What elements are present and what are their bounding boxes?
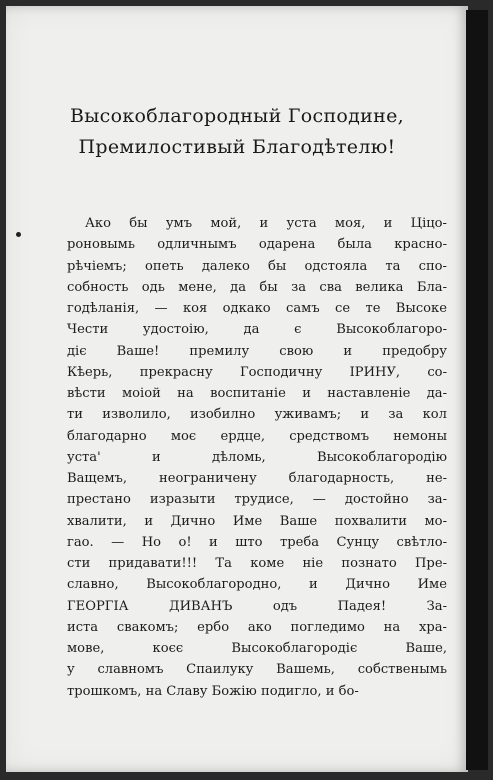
body-text [67,213,447,702]
text-line: Ако бы умъ мой, и уста моя, и Ціцо- [85,216,447,231]
text-line: Кѣерь, прекрасну Господичну ІРИНУ, со- [67,364,447,380]
text-line: діє Ваше! премилу свою и предобру [67,343,447,359]
text-line: хвалити, и Дично Име Ваше похвалити мо- [67,513,447,529]
text-line: собность одь мене, да бы за сва велика Бла- [67,279,447,295]
text-line: у славномъ Спаилуку Вашемь, собственымь [67,662,447,678]
text-line: славно, Высокоблагородно, и Дично Име [67,577,447,593]
text-line: гао. — Но о! и што треба Сунцу свѣтло- [67,534,447,550]
text-line: Чести удостоію, да є Высокоблагоро- [67,322,447,338]
text-line: иста свакомъ; ербо ако погледимо на хра- [67,619,447,635]
heading-line-2: Премилостивый Благодѣтелю! [78,136,396,158]
text-line: благодарно моє ердце, средствомъ немоны [67,428,447,444]
heading-line-1: Высокоблагородный Господине, [70,105,404,127]
text-line: трошкомъ, на Славу Божію подигло, и бо- [67,683,359,699]
text-line: рѣчіемъ; опеть далеко бы одстояла та спо- [67,258,447,274]
page-edge-shadow [466,10,488,770]
text-line: роновымь одличнымъ одарена была красно- [67,237,447,253]
text-line: ти изволило, изобилно уживамъ; и за кол [67,407,447,423]
text-line: уста' и дѣломь, Высокоблагородію [67,449,447,465]
text-line: мове, коєє Высокоблагородіє Ваше, [67,641,447,656]
text-line: престано изразыти трудисе, — достойно за- [67,492,447,508]
text-line: годѣланія, — коя одкако самъ се те Высоке [67,301,447,316]
paper-speck [16,232,21,237]
text-line: ГЕОРГІА ДИВАНЪ одъ Падея! За- [67,598,447,614]
text-line: вѣсти моіой на воспитаніе и наставленіе да- [67,386,447,401]
book-page [6,6,468,772]
text-line: Ващемъ, неограничену благодарность, не- [67,471,447,486]
text-line: сти придавати!!! Та коме ніе познато Пре- [67,556,447,571]
